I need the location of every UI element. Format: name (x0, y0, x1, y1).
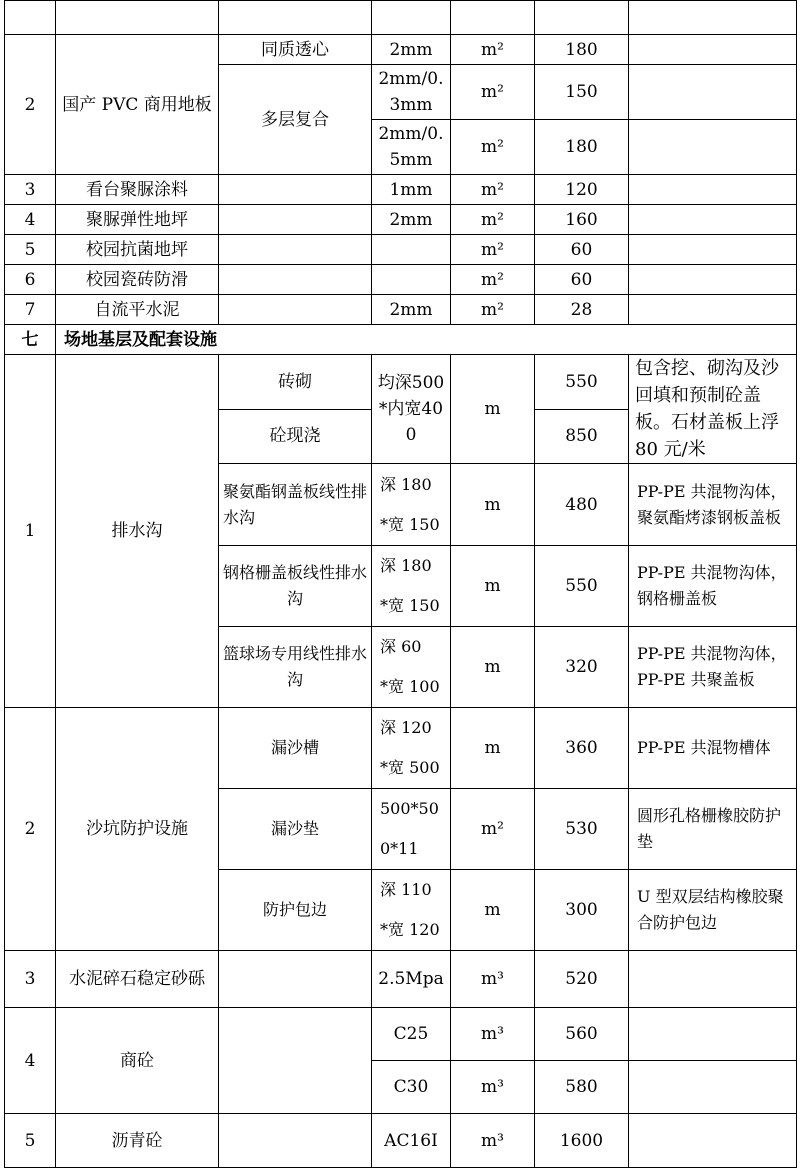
price: 150 (535, 65, 629, 120)
note (629, 1008, 797, 1061)
unit: m³ (451, 1008, 535, 1061)
spec (372, 789, 451, 870)
spec: 2mm (372, 295, 451, 325)
section-row (5, 325, 797, 355)
spec-line: *宽 500 (380, 758, 440, 777)
note: PP-PE 共混物沟体，PP-PE 共聚盖板 (629, 627, 797, 708)
table-row (5, 205, 797, 235)
note (629, 205, 797, 235)
unit: m² (451, 205, 535, 235)
price: 28 (535, 295, 629, 325)
spec: AC16I (372, 1114, 451, 1168)
price: 160 (535, 205, 629, 235)
cell (219, 1, 372, 35)
sub-item (219, 295, 372, 325)
row-number: 4 (5, 1008, 56, 1114)
sub-item (219, 951, 372, 1008)
unit: m (451, 464, 535, 546)
sub-item (219, 235, 372, 265)
row-number: 7 (5, 295, 56, 325)
sub-item: 同质透心 (219, 35, 372, 65)
spec: 2mm/0.5mm (372, 120, 451, 175)
note (629, 295, 797, 325)
sub-item: 砼现浇 (219, 409, 372, 464)
spec (372, 546, 451, 627)
row-number: 4 (5, 205, 56, 235)
unit: m (451, 355, 535, 464)
item-name: 沙坑防护设施 (56, 708, 219, 951)
row-number: 6 (5, 265, 56, 295)
unit: m² (451, 789, 535, 870)
sub-item: 漏沙垫 (219, 789, 372, 870)
spec: C25 (372, 1008, 451, 1061)
price: 580 (535, 1061, 629, 1114)
table-row (5, 265, 797, 295)
unit: m (451, 627, 535, 708)
unit: m (451, 546, 535, 627)
sub-item: 篮球场专用线性排水沟 (219, 627, 372, 708)
sub-item (219, 175, 372, 205)
note: 圆形孔格栅橡胶防护垫 (629, 789, 797, 870)
note (629, 35, 797, 65)
sub-item: 多层复合 (219, 65, 372, 175)
unit: m³ (451, 1061, 535, 1114)
spec: 2.5Mpa (372, 951, 451, 1008)
price: 60 (535, 265, 629, 295)
item-name: 水泥碎石稳定砂砾 (56, 951, 219, 1008)
price: 480 (535, 464, 629, 546)
unit: m (451, 708, 535, 789)
spec-line: *宽 150 (380, 596, 440, 615)
price: 530 (535, 789, 629, 870)
note (629, 951, 797, 1008)
note (629, 1061, 797, 1114)
spec-line: 500*50 (380, 799, 439, 818)
unit: m² (451, 120, 535, 175)
price: 320 (535, 627, 629, 708)
spec-line: 深 110 (380, 880, 432, 899)
spec-line: *宽 100 (380, 677, 440, 696)
row-number: 3 (5, 951, 56, 1008)
price: 520 (535, 951, 629, 1008)
price: 850 (535, 409, 629, 464)
table-row (5, 951, 797, 1008)
row-number: 2 (5, 708, 56, 951)
spec (372, 235, 451, 265)
row-number: 2 (5, 35, 56, 175)
price: 360 (535, 708, 629, 789)
note (629, 120, 797, 175)
item-name: 聚脲弹性地坪 (56, 205, 219, 235)
sub-item: 防护包边 (219, 870, 372, 951)
table-row (5, 708, 797, 789)
spec-line: 深 180 (380, 556, 432, 575)
price: 1600 (535, 1114, 629, 1168)
spec: 2mm (372, 35, 451, 65)
cell (451, 1, 535, 35)
item-name: 商砼 (56, 1008, 219, 1114)
table-row (5, 355, 797, 410)
spec-line: 深 120 (380, 718, 432, 737)
table-row (5, 175, 797, 205)
cell (372, 1, 451, 35)
item-name: 国产 PVC 商用地板 (56, 35, 219, 175)
spec: 2mm (372, 205, 451, 235)
price: 560 (535, 1008, 629, 1061)
note: PP-PE 共混物沟体，钢格栅盖板 (629, 546, 797, 627)
unit: m² (451, 235, 535, 265)
spec: 1mm (372, 175, 451, 205)
spec (372, 870, 451, 951)
item-name: 校园瓷砖防滑 (56, 265, 219, 295)
note (629, 175, 797, 205)
spec (372, 464, 451, 546)
unit: m² (451, 265, 535, 295)
price: 180 (535, 120, 629, 175)
sub-item (219, 1008, 372, 1114)
table-row (5, 1, 797, 35)
cell (5, 1, 56, 35)
table-row (5, 1008, 797, 1061)
spec: 均深500*内宽400 (372, 355, 451, 464)
sub-item: 砖砌 (219, 355, 372, 410)
price: 120 (535, 175, 629, 205)
note: 包含挖、砌沟及沙回填和预制砼盖板。石材盖板上浮 80 元/米 (629, 355, 797, 464)
spec (372, 627, 451, 708)
item-name: 看台聚脲涂料 (56, 175, 219, 205)
row-number: 1 (5, 355, 56, 708)
note (629, 235, 797, 265)
cell (535, 1, 629, 35)
sub-item: 聚氨酯钢盖板线性排水沟 (219, 464, 372, 546)
note: PP-PE 共混物槽体 (629, 708, 797, 789)
sub-item: 漏沙槽 (219, 708, 372, 789)
note: PP-PE 共混物沟体，聚氨酯烤漆钢板盖板 (629, 464, 797, 546)
price: 300 (535, 870, 629, 951)
sub-item (219, 205, 372, 235)
spec (372, 708, 451, 789)
sub-item: 钢格栅盖板线性排水沟 (219, 546, 372, 627)
note (629, 265, 797, 295)
note: U 型双层结构橡胶聚合防护包边 (629, 870, 797, 951)
cell (629, 1, 797, 35)
table-row (5, 295, 797, 325)
spec (372, 265, 451, 295)
spec-line: *宽 150 (380, 514, 440, 534)
price: 550 (535, 546, 629, 627)
item-name: 校园抗菌地坪 (56, 235, 219, 265)
sub-item (219, 265, 372, 295)
spec: 2mm/0.3mm (372, 65, 451, 120)
note (629, 1114, 797, 1168)
unit: m² (451, 295, 535, 325)
spec: C30 (372, 1061, 451, 1114)
spec-line: 深 60 (380, 637, 422, 656)
price-table (4, 0, 797, 1168)
price: 60 (535, 235, 629, 265)
unit: m² (451, 65, 535, 120)
item-name: 排水沟 (56, 355, 219, 708)
row-number: 3 (5, 175, 56, 205)
section-title: 场地基层及配套设施 (56, 325, 797, 355)
table-row (5, 235, 797, 265)
table-row (5, 35, 797, 65)
spec-line: 0*11 (380, 839, 419, 858)
unit: m³ (451, 951, 535, 1008)
item-name: 沥青砼 (56, 1114, 219, 1168)
unit: m (451, 870, 535, 951)
section-number: 七 (5, 325, 56, 355)
unit: m² (451, 35, 535, 65)
note (629, 65, 797, 120)
unit: m² (451, 175, 535, 205)
cell (56, 1, 219, 35)
spec-line: *宽 120 (380, 920, 440, 939)
unit: m³ (451, 1114, 535, 1168)
price: 550 (535, 355, 629, 410)
row-number: 5 (5, 1114, 56, 1168)
table-row (5, 1114, 797, 1168)
row-number: 5 (5, 235, 56, 265)
sub-item (219, 1114, 372, 1168)
spec-line: 深 180 (380, 474, 432, 494)
item-name: 自流平水泥 (56, 295, 219, 325)
price: 180 (535, 35, 629, 65)
